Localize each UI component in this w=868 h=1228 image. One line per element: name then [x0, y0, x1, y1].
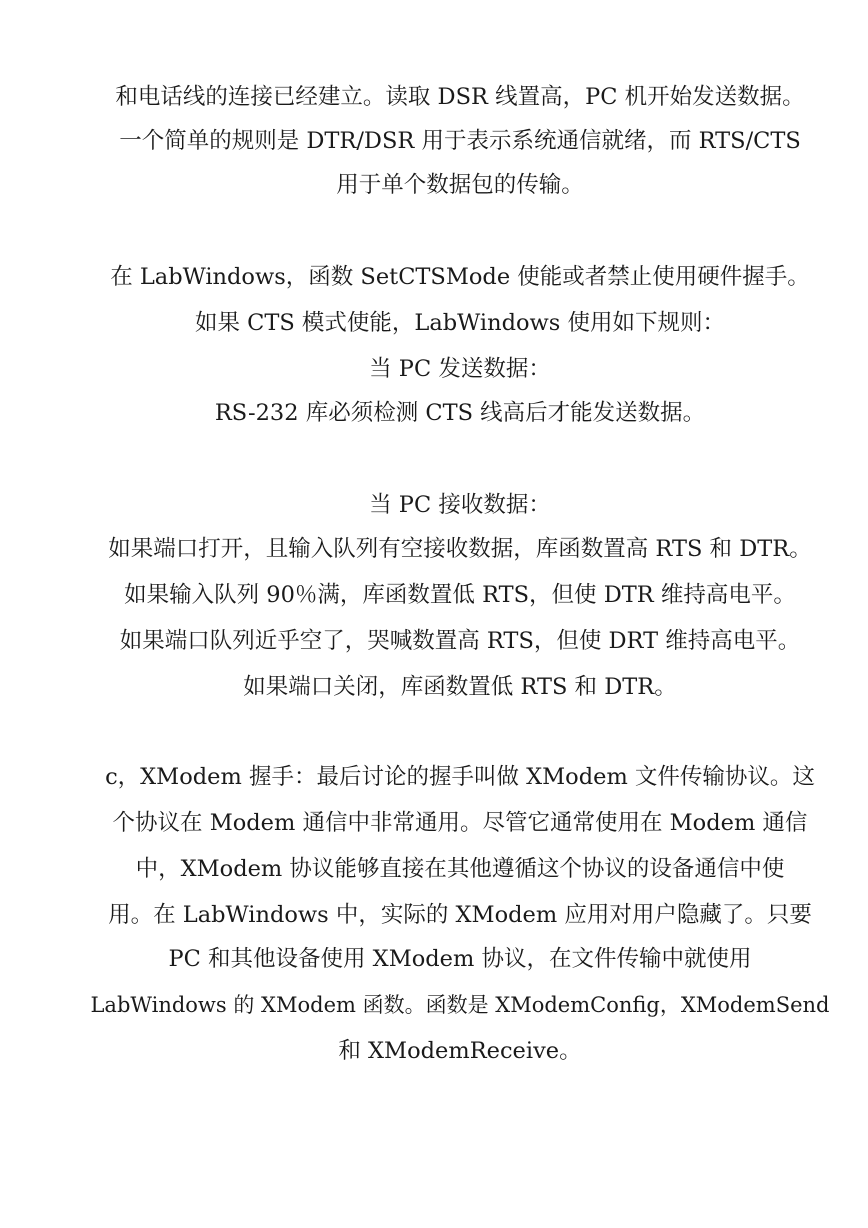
text-line: 用于单个数据包的传输。	[336, 172, 584, 198]
text-line: 当 PC 发送数据：	[369, 356, 551, 382]
text-line: 和电话线的连接已经建立。读取 DSR 线置高，PC 机开始发送数据。	[115, 84, 805, 110]
text-line: 如果端口队列近乎空了，哭喊数置高 RTS，但使 DRT 维持高电平。	[119, 628, 801, 654]
text-line: 一个简单的规则是 DTR/DSR 用于表示系统通信就绪，而 RTS/CTS	[119, 128, 801, 154]
text-line: 如果端口关闭，库函数置低 RTS 和 DTR。	[243, 674, 677, 700]
text-line: LabWindows 的 XModem 函数。函数是 XModemConfig，XModemSend	[90, 993, 830, 1017]
text-line: 如果端口打开，且输入队列有空接收数据，库函数置高 RTS 和 DTR。	[108, 536, 812, 562]
text-line: 中，XModem 协议能够直接在其他遵循这个协议的设备通信中使	[135, 856, 785, 882]
text-line: 如果 CTS 模式使能，LabWindows 使用如下规则：	[194, 310, 726, 336]
text-line: 如果输入队列 90％满，库函数置低 RTS，但使 DTR 维持高电平。	[124, 582, 796, 608]
text-line: 在 LabWindows，函数 SetCTSMode 使能或者禁止使用硬件握手。	[110, 264, 810, 290]
text-line: 和 XModemReceive。	[338, 1038, 582, 1064]
text-line: RS-232 库必须检测 CTS 线高后才能发送数据。	[214, 400, 706, 426]
text-line: 个协议在 Modem 通信中非常通用。尽管它通常使用在 Modem 通信	[112, 810, 808, 836]
text-line: c，XModem 握手：最后讨论的握手叫做 XModem 文件传输协议。这	[105, 764, 815, 790]
text-line: PC 和其他设备使用 XModem 协议，在文件传输中就使用	[168, 946, 752, 972]
text-line: 当 PC 接收数据：	[369, 492, 551, 518]
text-line: 用。在 LabWindows 中，实际的 XModem 应用对用户隐藏了。只要	[108, 902, 812, 928]
